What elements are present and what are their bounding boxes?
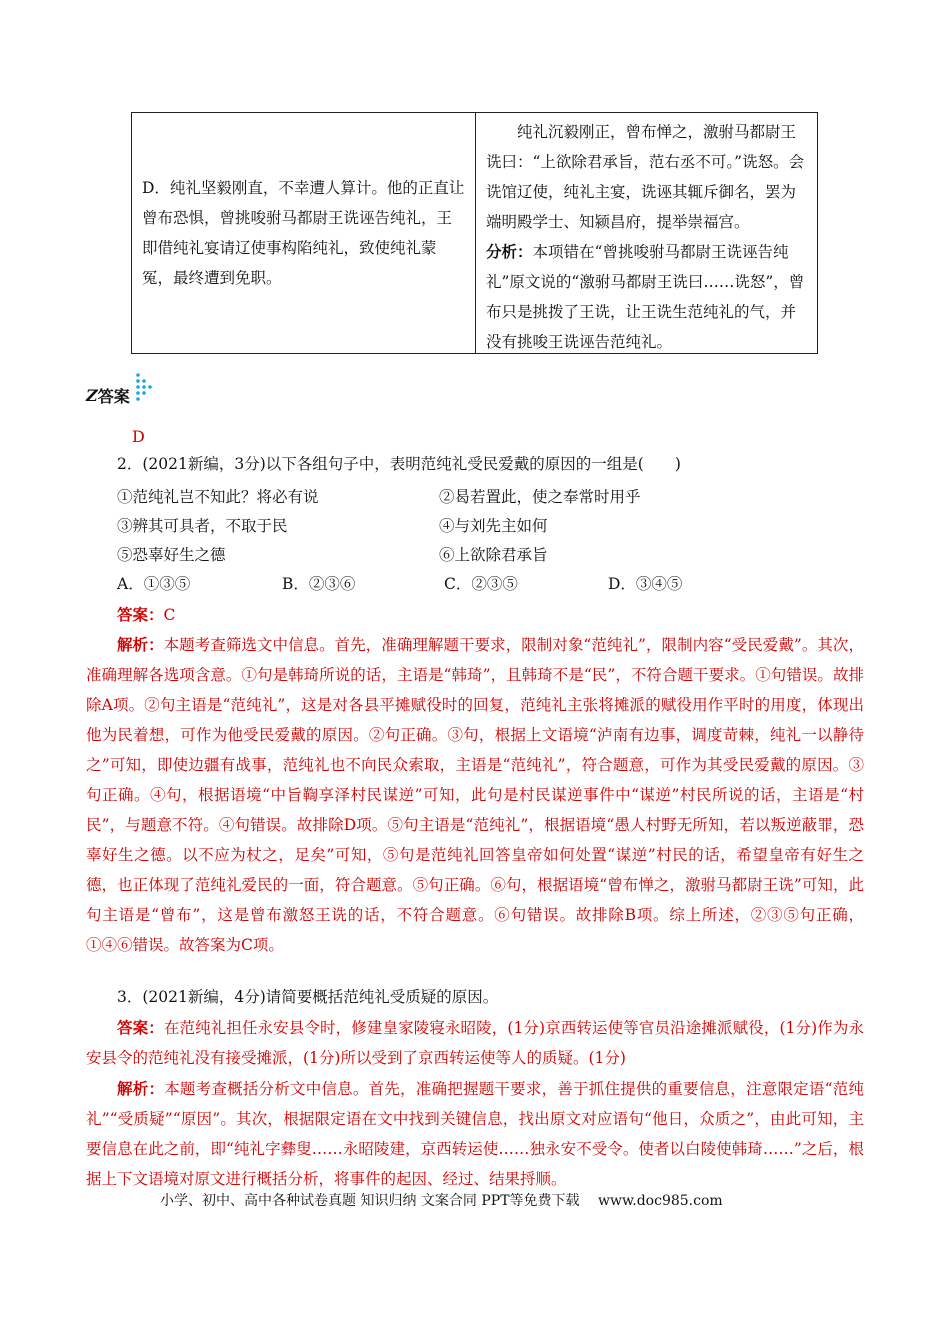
q2-choice-d: D．③④⑤ <box>608 574 683 593</box>
option-d-cell <box>132 113 476 353</box>
q2-choices <box>117 568 682 597</box>
analysis-text: 本项错在“曾挑唆驸马都尉王诜诬告纯礼”原文说的“激驸马都尉王诜曰……诜怒”，曾布只是挑拨了王诜，让王诜生范纯礼的气，并没有挑唆王诜诬告范纯礼。 <box>486 243 805 351</box>
q3-answer-text: 在范纯礼担任永安县令时，修建皇家陵寝永昭陵，(1分)京西转运使等官员沿途摊派赋役，(1分)作为永安县令的范纯礼没有接受摊派，(1分)所以受到了京西转运使等人的质疑。(1分) <box>86 1019 864 1067</box>
q3-analysis <box>86 1074 864 1194</box>
answer-header <box>86 384 158 407</box>
q2-choice-b: B．②③⑥ <box>282 574 356 593</box>
q3-stem: 3．(2021新编，4分)请简要概括范纯礼受质疑的原因。 <box>117 988 499 1006</box>
q2-analysis-text: 本题考查筛选文中信息。首先，准确理解题干要求，限制对象“范纯礼”，限制内容“受民爱戴”。其次，准确理解各选项含意。①句是韩琦所说的话，主语是“韩琦”，且韩琦不是“民”，不符合题干要求。①句错误。故排除A项。②句主语是“范纯礼”，这是对各县平摊赋役时的回复，范纯礼主张将摊派的赋役用作平时的用度，体现出他为民着想，可作为他受民爱戴的原因。②句正确。③句，根据上文语境“泸南有边事，调度苛棘，纯礼一以静待之”可知，即使边疆有战事，范纯礼也不向民众索取，主语是“范纯礼”，符合题意，可作为其受民爱戴的原因。③句正确。④句，根据语境“中旨鞫享泽村民谋逆”可知，此句是村民谋逆事件中“谋逆”村民所说的话，主语是“村民”，与题意不符。④句错误。故排除D项。⑤句主语是“范纯礼”，根据语境“愚人村野无所知，若以叛逆蔽罪，恐辜好生之德。以不应为杖之，足矣”可知，⑤句是范纯礼回答皇帝如何处置“谋逆”村民的话，希望皇帝有好生之德，也正体现了范纯礼爱民的一面，符合题意。⑤句正确。⑥句，根据语境“曾布惮之，激驸马都尉王诜”可知，此句主语是“曾布”，这是曾布激怒王诜的话，不符合题意。⑥句错误。故排除B项。综上所述，②③⑤句正确，①④⑥错误。故答案为C项。 <box>86 636 864 954</box>
option-d-text: D．纯礼坚毅刚直，不幸遭人算计。他的正直让曾布恐惧，曾挑唆驸马都尉王诜诬告纯礼，王即借纯礼宴请辽使事构陷纯礼，致使纯礼蒙冤，最终遭到免职。 <box>142 179 465 287</box>
q3-analysis-text: 本题考查概括分析文中信息。首先，准确把握题干要求，善于抓住提供的重要信息，注意限定语“范纯礼”“受质疑”“原因”。其次，根据限定语在文中找到关键信息，找出原文对应语句“他日，众质之”，由此可知，主要信息在此之前，即“纯礼字彝叟……永昭陵建，京西转运使……独永安不受令。使者以白陵使韩琦……”之后，根据上下文语境对原文进行概括分析，将事件的起因、经过、结果捋顺。 <box>86 1080 864 1188</box>
q3-analysis-label: 解析： <box>117 1079 165 1098</box>
q2-item-row <box>117 539 682 568</box>
q2-answer-value: C <box>163 606 176 624</box>
q2-items <box>117 481 682 597</box>
q2-analysis <box>86 630 864 960</box>
q2-item: ①范纯礼岂不知此？将必有说 <box>117 487 319 506</box>
source-cell <box>476 113 817 353</box>
q2-answer <box>117 600 175 630</box>
answer-letter: D <box>132 427 145 446</box>
source-text: 纯礼沉毅刚正，曾布惮之，激驸马都尉王诜曰：“上欲除君承旨，范右丞不可。”诜怒。会诜馆辽使，纯礼主宴，诜诬其辄斥御名，罢为端明殿学士、知颍昌府，提举崇福宫。 <box>486 123 805 231</box>
answer-table <box>131 112 818 354</box>
analysis-label: 分析： <box>486 242 533 261</box>
q2-answer-label: 答案： <box>117 605 164 624</box>
q2-item-row <box>117 510 682 539</box>
q2-choice-a: A．①③⑤ <box>117 574 191 593</box>
q2-item-row <box>117 481 682 510</box>
page-footer: 小学、初中、高中各种试卷真题 知识归纳 文案合同 PPT等免费下载 www.doc985.com <box>160 1193 723 1209</box>
analysis-block <box>486 237 807 357</box>
q2-stem: 2．(2021新编，3分)以下各组句子中，表明范纯礼受民爱戴的原因的一组是( ) <box>117 455 681 473</box>
triangle-dots-icon <box>134 371 158 407</box>
q3-answer <box>86 1013 864 1073</box>
q2-analysis-label: 解析： <box>117 635 164 654</box>
answer-z: Z <box>86 386 98 405</box>
q2-item: ⑤恐辜好生之德 <box>117 545 226 564</box>
q2-choice-c: C．②③⑤ <box>444 574 518 593</box>
answer-title: 答案 <box>97 387 130 406</box>
q2-item: ⑥上欲除君承旨 <box>439 545 548 564</box>
q2-item: ③辨其可具者，不取于民 <box>117 516 288 535</box>
q2-item: ④与刘先主如何 <box>439 516 548 535</box>
q2-item: ②曷若置此，使之奉常时用乎 <box>439 487 641 506</box>
q3-answer-label: 答案： <box>117 1018 164 1037</box>
